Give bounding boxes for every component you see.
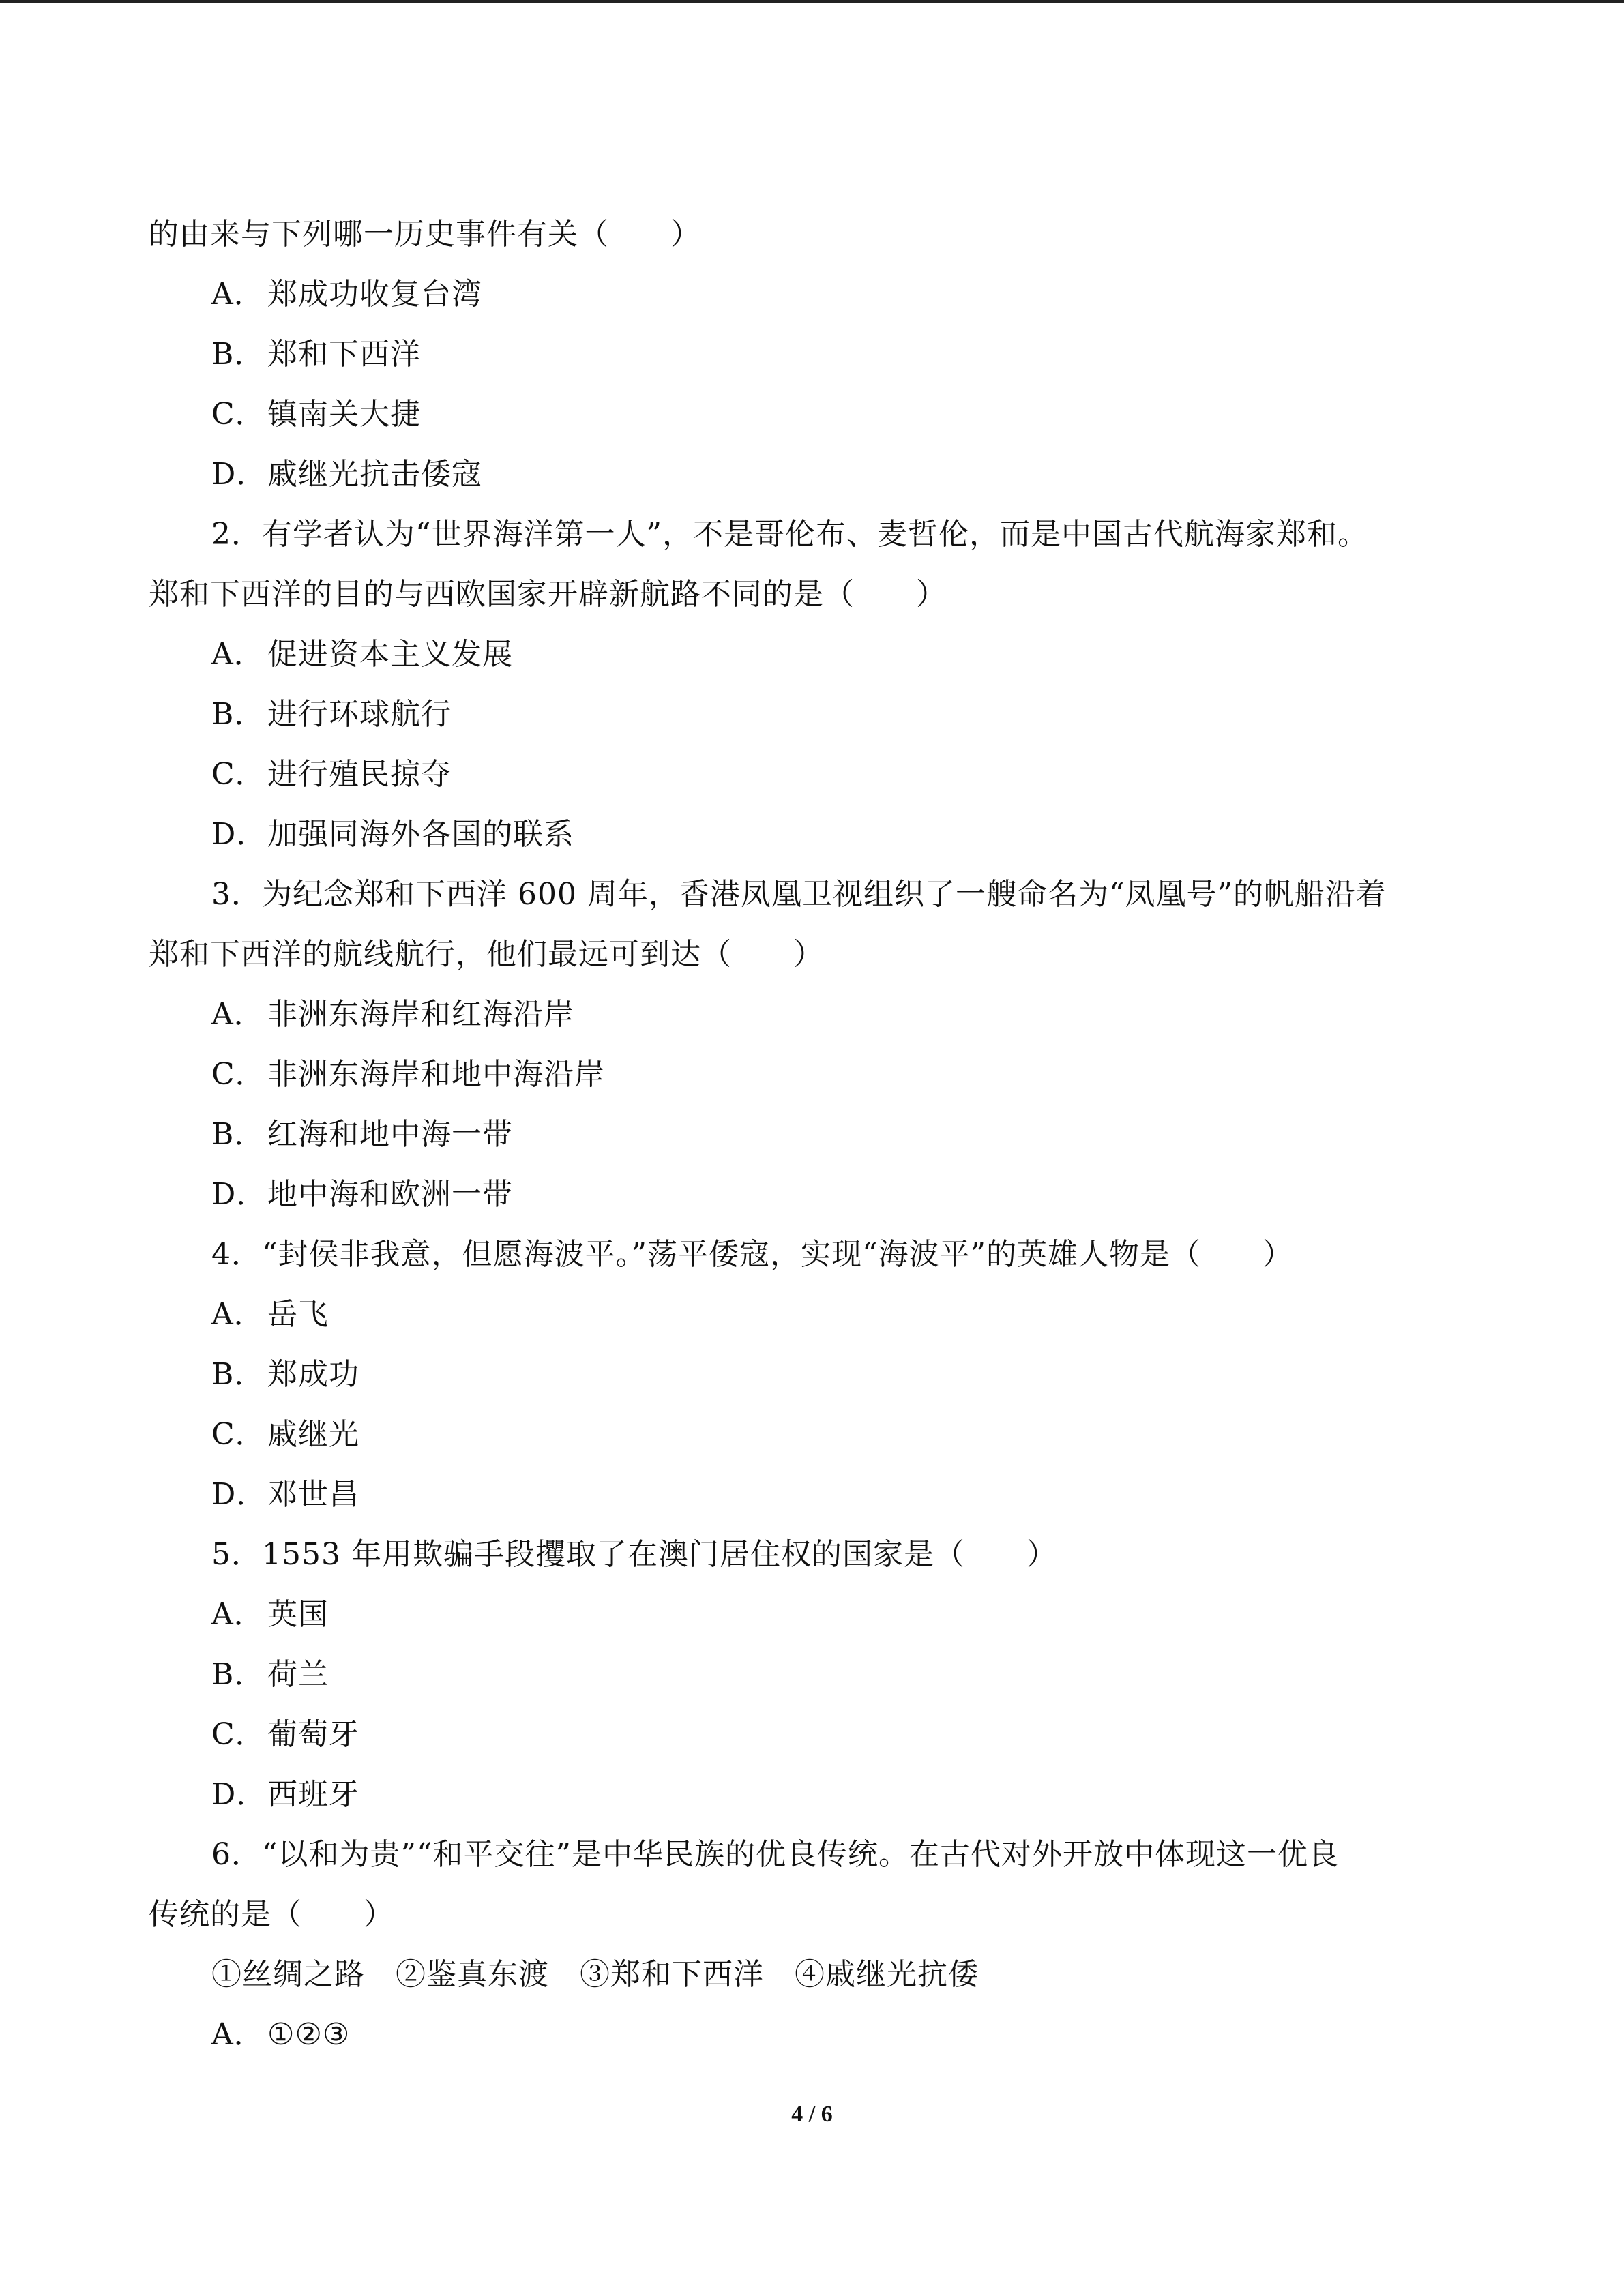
question-3-option-d (211, 1177, 513, 1212)
option-label: D． (211, 1477, 267, 1512)
option-label: C． (211, 1717, 266, 1752)
option-label: B． (211, 1357, 265, 1392)
option-text: 地中海和欧洲一带 (267, 1177, 513, 1212)
question-2-option-d (211, 817, 574, 852)
question-5-option-a (211, 1597, 329, 1632)
option-label: A． (211, 997, 265, 1032)
option-label: B． (211, 697, 265, 732)
question-2-stem-line-2: 郑和下西洋的目的与西欧国家开辟新航路不同的是（ ） (149, 577, 947, 612)
question-2-option-a (211, 637, 513, 672)
option-text: 郑和下西洋 (267, 337, 421, 372)
question-1-option-a (211, 277, 482, 312)
option-text: ①②③ (267, 2017, 351, 2052)
question-4-option-d (211, 1477, 359, 1512)
question-6-choices: ①丝绸之路 ②鉴真东渡 ③郑和下西洋 ④戚继光抗倭 (211, 1957, 979, 1992)
option-label: D． (211, 817, 267, 852)
question-3-stem-line-2: 郑和下西洋的航线航行，他们最远可到达（ ） (149, 937, 824, 972)
option-label: A． (211, 1597, 265, 1632)
option-text: 葡萄牙 (267, 1717, 359, 1752)
option-label: D． (211, 1177, 267, 1212)
option-text: 西班牙 (267, 1777, 359, 1812)
question-5-option-d (211, 1777, 359, 1813)
question-5-option-c (211, 1717, 359, 1753)
option-label: D． (211, 457, 267, 492)
option-text: 邓世昌 (267, 1477, 359, 1512)
option-label: B． (211, 1117, 265, 1152)
option-text: 红海和地中海一带 (267, 1117, 513, 1152)
question-4-option-c (211, 1417, 359, 1452)
question-1-option-b (211, 337, 421, 372)
option-text: 郑成功收复台湾 (267, 277, 482, 312)
question-3-option-b (211, 1117, 513, 1152)
option-text: 进行环球航行 (267, 697, 452, 732)
question-1-option-d (211, 457, 482, 492)
question-4-option-a (211, 1297, 329, 1332)
question-3-option-a (211, 997, 574, 1032)
option-label: C． (211, 397, 266, 432)
question-4-option-b (211, 1357, 359, 1392)
option-label: A． (211, 2017, 265, 2052)
question-5-option-b (211, 1657, 329, 1693)
option-text: 戚继光抗击倭寇 (267, 457, 482, 492)
option-label: C． (211, 1417, 266, 1452)
option-label: B． (211, 337, 265, 372)
option-text: 非洲东海岸和地中海沿岸 (267, 1057, 605, 1092)
option-label: B． (211, 1657, 265, 1692)
option-text: 郑成功 (267, 1357, 359, 1392)
page-top-border (0, 0, 1624, 3)
option-label: A． (211, 277, 265, 312)
question-1-option-c (211, 397, 421, 432)
page-number: 4 / 6 (791, 2102, 833, 2127)
question-2-stem-line-1: 2．有学者认为“世界海洋第一人”，不是哥伦布、麦哲伦，而是中国古代航海家郑和。 (211, 517, 1368, 552)
question-5-stem-line-1: 5．1553 年用欺骗手段攫取了在澳门居住权的国家是（ ） (211, 1537, 1057, 1572)
option-label: D． (211, 1777, 267, 1812)
option-text: 非洲东海岸和红海沿岸 (267, 997, 574, 1032)
question-2-option-c (211, 757, 452, 792)
option-text: 岳飞 (267, 1297, 329, 1332)
question-1-stem-line-1: 的由来与下列哪一历史事件有关（ ） (149, 217, 701, 252)
option-text: 戚继光 (267, 1417, 359, 1452)
option-label: C． (211, 757, 266, 792)
question-3-option-c (211, 1057, 605, 1092)
option-label: A． (211, 1297, 265, 1332)
option-text: 加强同海外各国的联系 (267, 817, 574, 852)
question-4-stem-line-1: 4．“封侯非我意，但愿海波平。”荡平倭寇，实现“海波平”的英雄人物是（ ） (211, 1237, 1293, 1272)
option-text: 荷兰 (267, 1657, 329, 1692)
option-label: A． (211, 637, 265, 672)
option-text: 进行殖民掠夺 (267, 757, 452, 792)
option-text: 促进资本主义发展 (267, 637, 513, 672)
option-text: 镇南关大捷 (267, 397, 421, 432)
question-6-stem-line-1: 6．“以和为贵”“和平交往”是中华民族的优良传统。在古代对外开放中体现这一优良 (211, 1837, 1339, 1872)
question-6-option-a (211, 2017, 350, 2053)
option-label: C． (211, 1057, 266, 1092)
question-3-stem-line-1: 3．为纪念郑和下西洋 600 周年，香港凤凰卫视组织了一艘命名为“凤凰号”的帆船沿着 (211, 877, 1387, 912)
option-text: 英国 (267, 1597, 329, 1632)
question-2-option-b (211, 697, 452, 732)
question-6-stem-line-2: 传统的是（ ） (149, 1897, 394, 1932)
